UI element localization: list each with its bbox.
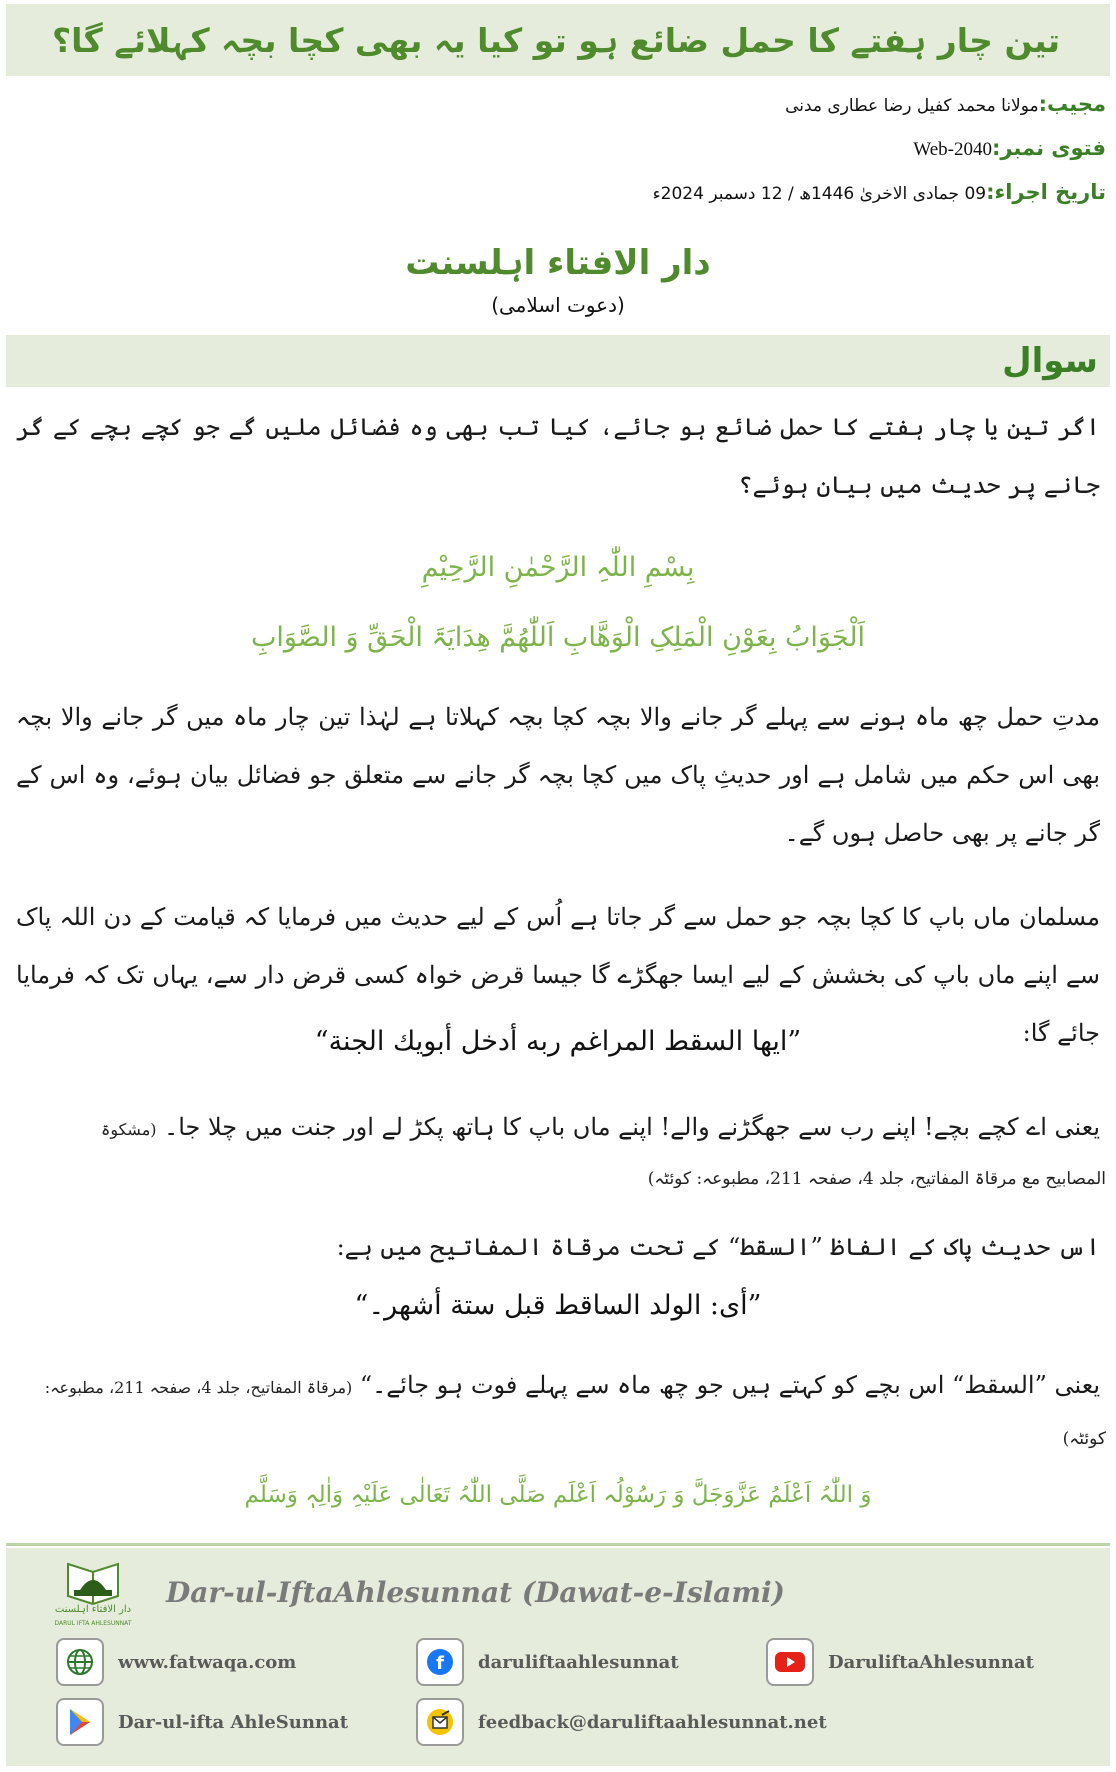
question-text: اگر تین یا چار ہفتے کا حمل ضائع ہو جائے، کیا تب بھی وہ فضائل ملیں گے جو کچے بچے کے گر جانے پر حدیث میں بیان ہوئے؟ — [16, 413, 1100, 499]
facebook-icon — [416, 1638, 464, 1686]
playstore-text: Dar-ul-ifta AhleSunnat — [118, 1711, 349, 1733]
feedback-icon — [416, 1698, 464, 1746]
feedback-link[interactable] — [416, 1698, 827, 1746]
fatwa-value: Web-2040 — [913, 139, 992, 160]
fatwa-label: فتوی نمبر: — [991, 136, 1106, 160]
translation-1: یعنی اے کچے بچے! اپنے رب سے جھگڑنے والے! اپنے ماں باپ کا ہاتھ پکڑ لے اور جنت میں چلا جا۔ — [164, 1113, 1100, 1141]
org-subtitle: (دعوت اسلامی) — [491, 293, 625, 317]
logo-caption: DARUL IFTA AHLESUNNAT — [54, 1620, 132, 1627]
date-row — [653, 180, 1106, 204]
date-value: 09 جمادی الاخریٰ 1446ھ / 12 دسمبر 2024ء — [652, 184, 987, 204]
translation-2-row — [16, 1356, 1100, 1414]
reference-1-start: (مشکوۃ — [100, 1120, 157, 1139]
date-label: تاریخ اجراء: — [986, 180, 1106, 204]
footer-divider — [6, 1543, 1110, 1546]
facebook-link[interactable] — [416, 1638, 679, 1686]
feedback-text: feedback@daruliftaahlesunnat.net — [478, 1711, 827, 1733]
reference-2-start: (مرقاۃ المفاتیح، جلد 4، صفحہ 211، مطبوعہ: — [44, 1378, 353, 1397]
logo — [48, 1560, 138, 1632]
answer-paragraph-1: مدتِ حمل چھ ماہ ہونے سے پہلے گر جانے والا بچہ کچا بچہ کہلاتا ہے لہٰذا تین چار ماہ میں گر جانے والا بچہ بھی اس حکم میں شامل ہے اور حدیثِ پاک میں کچا بچہ گر جانے سے متعلق جو فضائل بیان ہوئے، وہ اس کے گر جانے پر بھی حاصل ہوں گے۔ — [16, 703, 1100, 847]
bismillah: بِسْمِ اللّٰہِ الرَّحْمٰنِ الرَّحِیْمِ — [421, 552, 695, 583]
hadith-quote: ”ایھا السقط المراغم ربه أدخل أبويك الجنة“ — [314, 1026, 802, 1057]
page-title: تین چار ہفتے کا حمل ضائع ہو تو کیا یہ بھی کچا بچہ کہلائے گا؟ — [52, 20, 1060, 60]
footer — [6, 1548, 1110, 1766]
youtube-icon — [766, 1638, 814, 1686]
facebook-text: daruliftaahlesunnat — [478, 1651, 679, 1673]
globe-icon — [56, 1638, 104, 1686]
answer-paragraph-3: اس حدیث پاک کے الفاظ ”السقط“ کے تحت مرقاۃ المفاتیح میں ہے: — [336, 1233, 1100, 1261]
svg-text:f: f — [436, 1653, 444, 1674]
reference-2-end: کوئٹہ) — [1062, 1429, 1106, 1449]
closing-invocation: وَ اللّٰہُ اَعْلَمُ عَزَّوَجَلَّ وَ رَسُوْلُہ اَعْلَم صَلَّی اللّٰہُ تَعَالٰی عَلَیْہِ وَاٰلِہٖ وَسَلَّم — [244, 1482, 872, 1508]
mujeeb-value: مولانا محمد کفیل رضا عطاری مدنی — [785, 96, 1039, 116]
website-text: www.fatwaqa.com — [118, 1651, 297, 1673]
answer-opening: اَلْجَوَابُ بِعَوْنِ الْمَلِکِ الْوَھَّابِ اَللّٰھُمَّ ھِدَایَۃَ الْحَقِّ وَ الصَّوَابِ — [250, 622, 866, 653]
fatwa-row — [913, 136, 1106, 161]
website-link[interactable] — [56, 1638, 296, 1686]
youtube-link[interactable] — [766, 1638, 1034, 1686]
translation-1-row — [16, 1098, 1100, 1156]
org-name: دار الافتاء اہلسنت — [405, 243, 711, 283]
mirqat-quote: ”أی: الولد الساقط قبل ستة أشهر۔“ — [354, 1290, 762, 1321]
logo-text: دار الافتاء اہلسنت — [54, 1604, 132, 1615]
reference-1-end: المصابیح مع مرقاۃ المفاتیح، جلد 4، صفحہ 211، مطبوعہ: کوئٹہ) — [647, 1169, 1106, 1189]
answer-paragraph-2: مسلمان ماں باپ کا کچا بچہ جو حمل سے گر جاتا ہے اُس کے لیے حدیث میں فرمایا کہ قیامت کے دن اللہ پاک سے اپنے ماں باپ کی بخشش کے لیے ایسا جھگڑے گا جیسا قرض خواہ کسی قرض دار سے، یہاں تک کہ فرمایا جائے گا: — [16, 903, 1100, 1047]
question-band — [6, 335, 1110, 387]
play-store-icon — [56, 1698, 104, 1746]
youtube-text: DaruliftaAhlesunnat — [828, 1651, 1034, 1673]
translation-2: یعنی ”السقط“ اس بچے کو کہتے ہیں جو چھ ماہ سے پہلے فوت ہو جائے۔“ — [359, 1371, 1100, 1399]
question-heading: سوال — [1002, 341, 1098, 381]
playstore-link[interactable] — [56, 1698, 348, 1746]
mujeeb-row — [785, 92, 1106, 116]
footer-brand: Dar-ul-IftaAhlesunnat (Dawat-e-Islami) — [166, 1576, 785, 1609]
title-band — [6, 4, 1110, 76]
mujeeb-label: مجیب: — [1038, 92, 1106, 116]
